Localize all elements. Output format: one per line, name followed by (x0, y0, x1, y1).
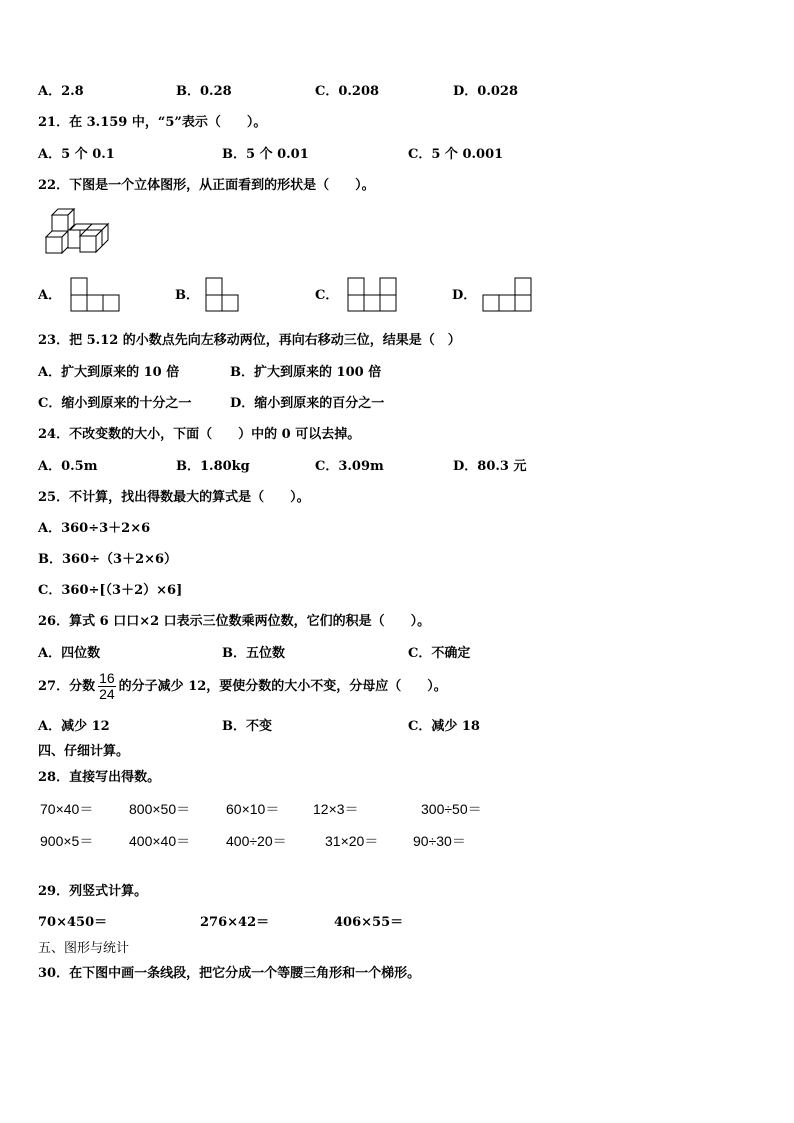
q28-item: 60×10＝ (226, 801, 280, 817)
q27-option-a: A．减少 12 (38, 719, 110, 734)
q23-option-a: A．扩大到原来的 10 倍 (38, 365, 180, 380)
q26-option-b: B．五位数 (222, 646, 286, 661)
q26-stem: 26．算式 6 口口×2 口表示三位数乘两位数，它们的积是（ ）。 (38, 614, 431, 629)
q22-option-a-figure (70, 277, 123, 313)
q27-stem (38, 670, 447, 704)
q24-option-a: A．0.5m (38, 459, 98, 474)
q27-stem-after: 的分子减少 12，要使分数的大小不变，分母应（ ）。 (118, 679, 447, 694)
q30-stem: 30．在下图中画一条线段，把它分成一个等腰三角形和一个梯形。 (38, 966, 421, 981)
section-5-title: 五、图形与统计 (38, 941, 130, 956)
q26-option-a: A．四位数 (38, 646, 101, 661)
q29-stem: 29．列竖式计算。 (38, 884, 148, 899)
q28-item: 300÷50＝ (421, 801, 482, 817)
q22-option-d-figure (482, 277, 535, 313)
q23-option-d: D．缩小到原来的百分之一 (230, 396, 385, 411)
q20-option-a: A．2.8 (38, 84, 84, 99)
q28-item: 400×40＝ (129, 833, 191, 849)
fraction-16-24 (98, 671, 116, 702)
q27-stem-before: 27．分数 (38, 679, 96, 694)
q28-stem: 28．直接写出得数。 (38, 770, 161, 785)
q28-item: 400÷20＝ (226, 833, 287, 849)
q22-option-b-figure (205, 277, 243, 313)
q22-option-a-label: A． (38, 288, 62, 303)
q21-option-c: C．5 个 0.001 (408, 147, 504, 162)
q25-option-c: C．360÷[（3＋2）×6] (38, 583, 183, 598)
q26-option-c: C．不确定 (408, 646, 471, 661)
q24-option-d: D．80.3 元 (453, 459, 527, 474)
fraction-denominator: 24 (99, 686, 115, 702)
q27-option-b: B．不变 (222, 719, 273, 734)
q22-option-c-figure (347, 277, 400, 313)
q23-stem: 23．把 5.12 的小数点先向左移动两位，再向右移动三位，结果是（ ） (38, 333, 461, 348)
q20-option-d: D．0.028 (453, 84, 518, 99)
q29-item: 406×55＝ (334, 915, 404, 930)
q28-item: 31×20＝ (325, 833, 379, 849)
q28-item: 70×40＝ (40, 801, 94, 817)
q21-option-b: B．5 个 0.01 (222, 147, 309, 162)
q22-option-b-label: B． (175, 288, 199, 303)
q25-option-a: A．360÷3＋2×6 (38, 521, 151, 536)
q29-item: 70×450＝ (38, 915, 108, 930)
q20-option-b: B．0.28 (176, 84, 232, 99)
q28-item: 90÷30＝ (413, 833, 466, 849)
q27-option-c: C．减少 18 (408, 719, 480, 734)
q22-option-c-label: C． (315, 288, 339, 303)
q22-option-d-label: D． (452, 288, 477, 303)
q25-option-b: B．360÷（3＋2×6） (38, 552, 178, 567)
q23-option-c: C．缩小到原来的十分之一 (38, 396, 192, 411)
q24-stem: 24．不改变数的大小，下面（ ）中的 0 可以去掉。 (38, 427, 361, 442)
q21-option-a: A．5 个 0.1 (38, 147, 115, 162)
q23-option-b: B．扩大到原来的 100 倍 (230, 365, 382, 380)
q21-stem: 21．在 3.159 中，“5”表示（ ）。 (38, 115, 267, 130)
section-4-title: 四、仔细计算。 (38, 744, 130, 759)
q24-option-b: B．1.80kg (176, 459, 250, 474)
solid-cubes-figure (40, 205, 110, 260)
q28-item: 800×50＝ (129, 801, 191, 817)
q28-item: 12×3＝ (313, 801, 359, 817)
q29-item: 276×42＝ (200, 915, 270, 930)
q22-stem: 22．下图是一个立体图形，从正面看到的形状是（ ）。 (38, 178, 375, 193)
fraction-numerator: 16 (99, 670, 115, 686)
q20-option-c: C．0.208 (315, 84, 380, 99)
q24-option-c: C．3.09m (315, 459, 384, 474)
q25-stem: 25．不计算，找出得数最大的算式是（ ）。 (38, 490, 310, 505)
q28-item: 900×5＝ (40, 833, 94, 849)
